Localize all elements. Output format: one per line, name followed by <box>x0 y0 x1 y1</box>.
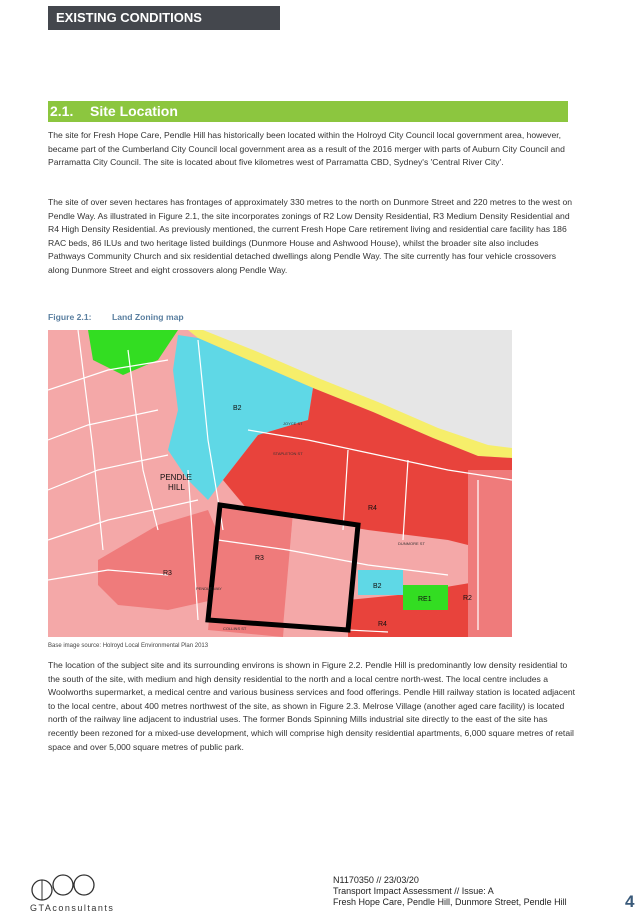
label-r4: R4 <box>368 505 377 512</box>
paragraph-1: The site for Fresh Hope Care, Pendle Hill has historically been located within the Holroyd City Council local government area, however, became part of the Cumberland City Council local government area as a result of the 2016 merger with parts of Auburn City Council and Parramatta City Council. The site is located about five kilometres west of Parramatta CBD, Sydney's 'Central River City'. <box>48 130 565 168</box>
label-stapleton-st: STAPLETON ST <box>273 451 303 456</box>
section-title: Site Location <box>90 103 178 119</box>
label-hill: HILL <box>168 483 185 492</box>
chapter-title: EXISTING CONDITIONS <box>56 10 202 25</box>
section-heading <box>48 101 568 122</box>
chapter-header <box>48 6 280 30</box>
label-r3-site: R3 <box>255 555 264 562</box>
label-r2: R2 <box>463 595 472 602</box>
figure-caption <box>48 312 184 322</box>
paragraph-2: The site of over seven hectares has frontages of approximately 330 metres to the north on Dunmore Street and 220 metres to the west on Pendle Way. As illustrated in Figure 2.1, the site incorporates zonings of R2 Low Density Residential, R3 Medium Density Residential and R4 High Density Residential. As previously mentioned, the current Fresh Hope Care retirement living and residential care facility has 186 RAC beds, 86 ILUs and two heritage listed buildings (Dunmore House and Ashwood House), whilst the broader site also includes Pathways Community Church and six residential detached dwellings along Pendle Way. The site currently has four vehicle crossovers along Dunmore Street and eight crossovers along Pendle Way. <box>48 197 573 275</box>
figure-source: Base image source: Holroyd Local Environmental Plan 2013 <box>48 643 209 649</box>
figure-label: Figure 2.1: <box>48 312 92 322</box>
site-zone-r3 <box>208 505 293 637</box>
label-re1-south: RE1 <box>418 596 432 603</box>
site-zone-r2 <box>283 513 358 630</box>
land-zoning-map <box>48 330 512 637</box>
footer-line-1: N1170350 // 23/03/20 <box>333 875 419 885</box>
label-collins-st: COLLINS ST <box>223 626 247 631</box>
label-joyce-st: JOYCE ST <box>283 421 303 426</box>
label-b2-south: B2 <box>373 583 382 590</box>
label-r4-south: R4 <box>378 621 387 628</box>
label-b2-north: B2 <box>233 405 242 412</box>
logo-wordmark: GTAconsultants <box>30 903 115 913</box>
footer-line-3: Fresh Hope Care, Pendle Hill, Dunmore Street, Pendle Hill <box>333 897 567 907</box>
paragraph-3: The location of the subject site and its surrounding environs is shown in Figure 2.2. Pendle Hill is predominantly low density residential to the south of the site, with medium and high density residential to the north and a local centre north-west. The local centre includes a Woolworths supermarket, a medical centre and various business services and food offerings. Pendle Hill railway station is located adjacent to the local centre, about 400 metres northwest of the site, as shown in Figure 2.3. Melrose Village (another aged care facility) is located north of the railway line adjacent to industrial uses. The former Bonds Spinning Mills industrial site directly to the east of the site has recently been rezoned for a mixed-use development, which will comprise high density residential apartments, 6,000 square metres of retail space and over 5,000 square metres of public park. <box>48 660 576 752</box>
logo-circle-2-icon <box>53 875 73 895</box>
label-r3-west: R3 <box>163 570 172 577</box>
zone-r3-east <box>468 470 512 637</box>
page-number: 4 <box>625 892 635 911</box>
label-pendle: PENDLE <box>160 473 193 482</box>
page-footer <box>333 875 567 908</box>
label-dunmore-st: DUNMORE ST <box>398 541 425 546</box>
section-number: 2.1. <box>50 103 74 119</box>
footer-line-2: Transport Impact Assessment // Issue: A <box>333 886 494 896</box>
label-pendle-way: PENDLE WAY <box>196 586 222 591</box>
figure-title: Land Zoning map <box>112 312 184 322</box>
logo-circle-3-icon <box>74 875 94 895</box>
